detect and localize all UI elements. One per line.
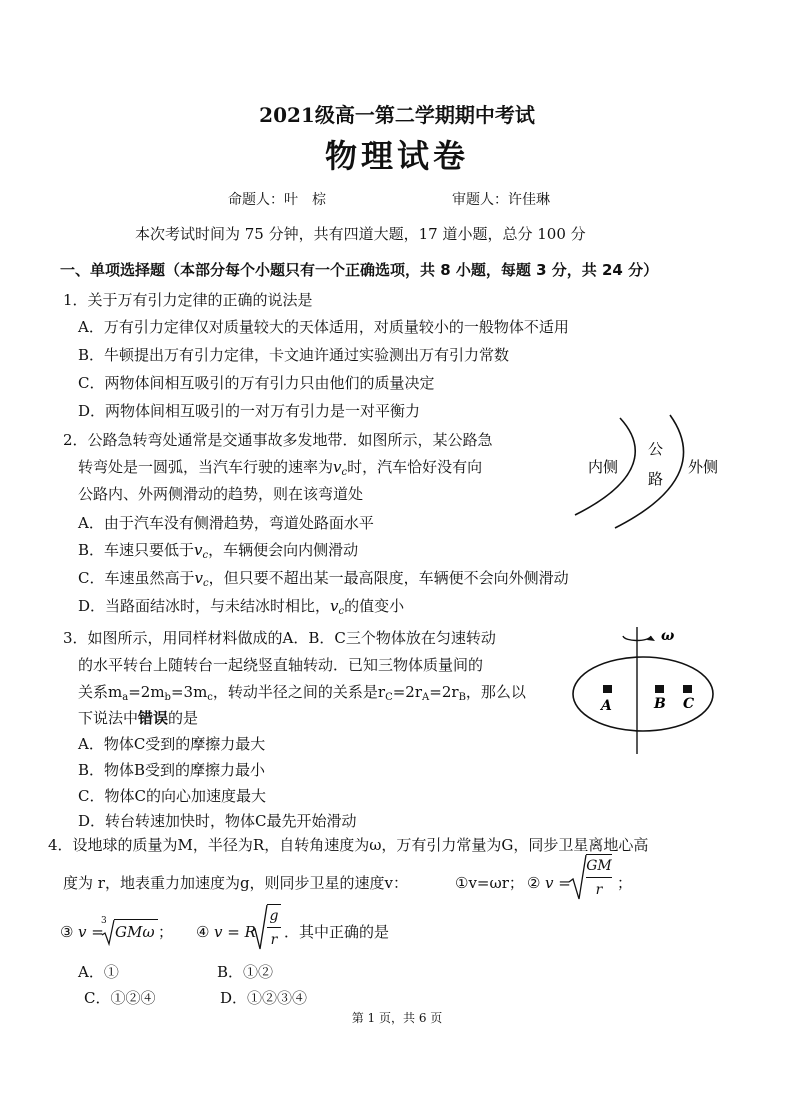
q4-opt4-pre: ④ bbox=[196, 923, 210, 941]
q4-opt3-pre: ③ bbox=[60, 923, 74, 941]
q3-line1: 3．如图所示，用同样材料做成的A．B．C三个物体放在匀速转动 bbox=[63, 629, 496, 647]
q2-option-a: A．由于汽车没有侧滑趋势，弯道处路面水平 bbox=[78, 514, 374, 532]
q1-option-c: C．两物体间相互吸引的万有引力只由他们的质量决定 bbox=[78, 374, 435, 392]
turntable-ellipse bbox=[573, 657, 713, 731]
q4-opt2-num: GM bbox=[586, 858, 612, 874]
setter-label: 命题人：叶 棕 bbox=[228, 192, 326, 208]
q4-opt2-post: ； bbox=[617, 874, 633, 892]
road-label-2: 路 bbox=[648, 470, 664, 488]
q4-opt2-pre: ② bbox=[527, 874, 541, 892]
section-heading: 一、单项选择题（本部分每个小题只有一个正确选项，共 8 小题，每题 3 分，共 24 分） bbox=[60, 261, 659, 279]
q3-line3: 关系$m_a=2m_b=3m_c$，转动半径之间的关系是$r_C=2r_A=2r_B$，那么以 bbox=[78, 683, 526, 703]
road-label-1: 公 bbox=[648, 440, 664, 458]
block-b bbox=[655, 685, 664, 693]
outer-side-label: 外侧 bbox=[688, 458, 719, 476]
label-b: B bbox=[654, 696, 666, 712]
q4-opt2-den: r bbox=[595, 882, 603, 898]
q2-line2 bbox=[78, 457, 482, 477]
q4-opt1: ①v=ωr； bbox=[455, 874, 524, 892]
q4-opt3-radical bbox=[101, 918, 115, 946]
q4-opt3-post: ； bbox=[158, 923, 174, 941]
label-c: C bbox=[683, 696, 695, 712]
q1-option-a: A．万有引力定律仅对质量较大的天体适用，对质量较小的一般物体不适用 bbox=[78, 318, 569, 336]
q4-opt3-index: 3 bbox=[101, 916, 107, 926]
q2-option-d: D．当路面结冰时，与未结冰时相比，$v_c$的值变小 bbox=[78, 597, 405, 617]
q4-opt4-num: g bbox=[269, 908, 279, 924]
label-a: A bbox=[601, 698, 612, 714]
q4-option-c: C．①②④ bbox=[84, 989, 156, 1007]
q3-emphasis-wrong: 错误 bbox=[138, 709, 169, 727]
q4-opt3-radicand: GMω bbox=[115, 923, 155, 941]
q4-opt2-radical bbox=[568, 852, 588, 902]
q4-option-b: B．①② bbox=[217, 963, 274, 981]
q4-option-d: D．①②③④ bbox=[220, 989, 308, 1007]
q4-opt4-den: r bbox=[270, 932, 278, 948]
q4-opt2-v: v = bbox=[545, 874, 571, 892]
q2-line2-b: 时，汽车恰好没有向 bbox=[347, 458, 483, 476]
q3-option-a: A．物体C受到的摩擦力最大 bbox=[78, 735, 266, 753]
q1-stem: 1．关于万有引力定律的正确的说法是 bbox=[63, 291, 313, 309]
q3-option-c: C．物体C的向心加速度最大 bbox=[78, 787, 266, 805]
road-bend-figure bbox=[570, 410, 760, 530]
inner-side-label: 内侧 bbox=[588, 458, 619, 476]
q2-line2-a: 转弯处是一圆弧，当汽车行驶的速率为 bbox=[78, 458, 334, 476]
omega-label: ω bbox=[661, 628, 675, 644]
q4-opt3-v: v = bbox=[78, 923, 104, 941]
q1-option-d: D．两物体间相互吸引的一对万有引力是一对平衡力 bbox=[78, 402, 421, 420]
q3-line4: 下说法中错误的是 bbox=[78, 709, 199, 727]
block-a bbox=[603, 685, 612, 693]
q3-option-b: B．物体B受到的摩擦力最小 bbox=[78, 761, 266, 779]
q3-option-d: D．转台转速加快时，物体C最先开始滑动 bbox=[78, 812, 357, 830]
q2-line3: 公路内、外两侧滑动的趋势，则在该弯道处 bbox=[78, 485, 364, 503]
q2-line1: 2．公路急转弯处通常是交通事故多发地带．如图所示，某公路急 bbox=[63, 431, 493, 449]
q3-line2: 的水平转台上随转台一起绕竖直轴转动．已知三物体质量间的 bbox=[78, 656, 484, 674]
reviewer-label: 审题人：许佳琳 bbox=[452, 192, 550, 208]
q1-option-b: B．牛顿提出万有引力定律，卡文迪许通过实验测出万有引力常数 bbox=[78, 346, 510, 364]
q4-option-a: A．① bbox=[78, 963, 119, 981]
q4-line2: 度为 r，地表重力加速度为g，则同步卫星的速度v： bbox=[63, 874, 409, 892]
q2-vc: $v_c$ bbox=[333, 458, 348, 478]
subject-title: 物理试卷 bbox=[324, 137, 469, 175]
q4-opt4-v: v = R bbox=[214, 923, 256, 941]
q2-option-c: C．车速虽然高于$v_c$，但只要不超出某一最高限度，车辆便不会向外侧滑动 bbox=[78, 569, 569, 589]
exam-title: 2021级高一第二学期期中考试 bbox=[259, 103, 535, 127]
q4-opt4-radical bbox=[250, 902, 268, 952]
page-footer: 第 1 页，共 6 页 bbox=[351, 1011, 443, 1025]
turntable-figure bbox=[565, 622, 725, 762]
q4-line1: 4．设地球的质量为M，半径为R，自转角速度为ω，万有引力常量为G，同步卫星离地心高 bbox=[48, 836, 649, 854]
q2-option-b: B．车速只要低于$v_c$，车辆便会向内侧滑动 bbox=[78, 541, 359, 561]
block-c bbox=[683, 685, 692, 693]
q4-tail: ．其中正确的是 bbox=[284, 923, 390, 941]
exam-info: 本次考试时间为 75 分钟，共有四道大题，17 道小题，总分 100 分 bbox=[135, 225, 586, 243]
